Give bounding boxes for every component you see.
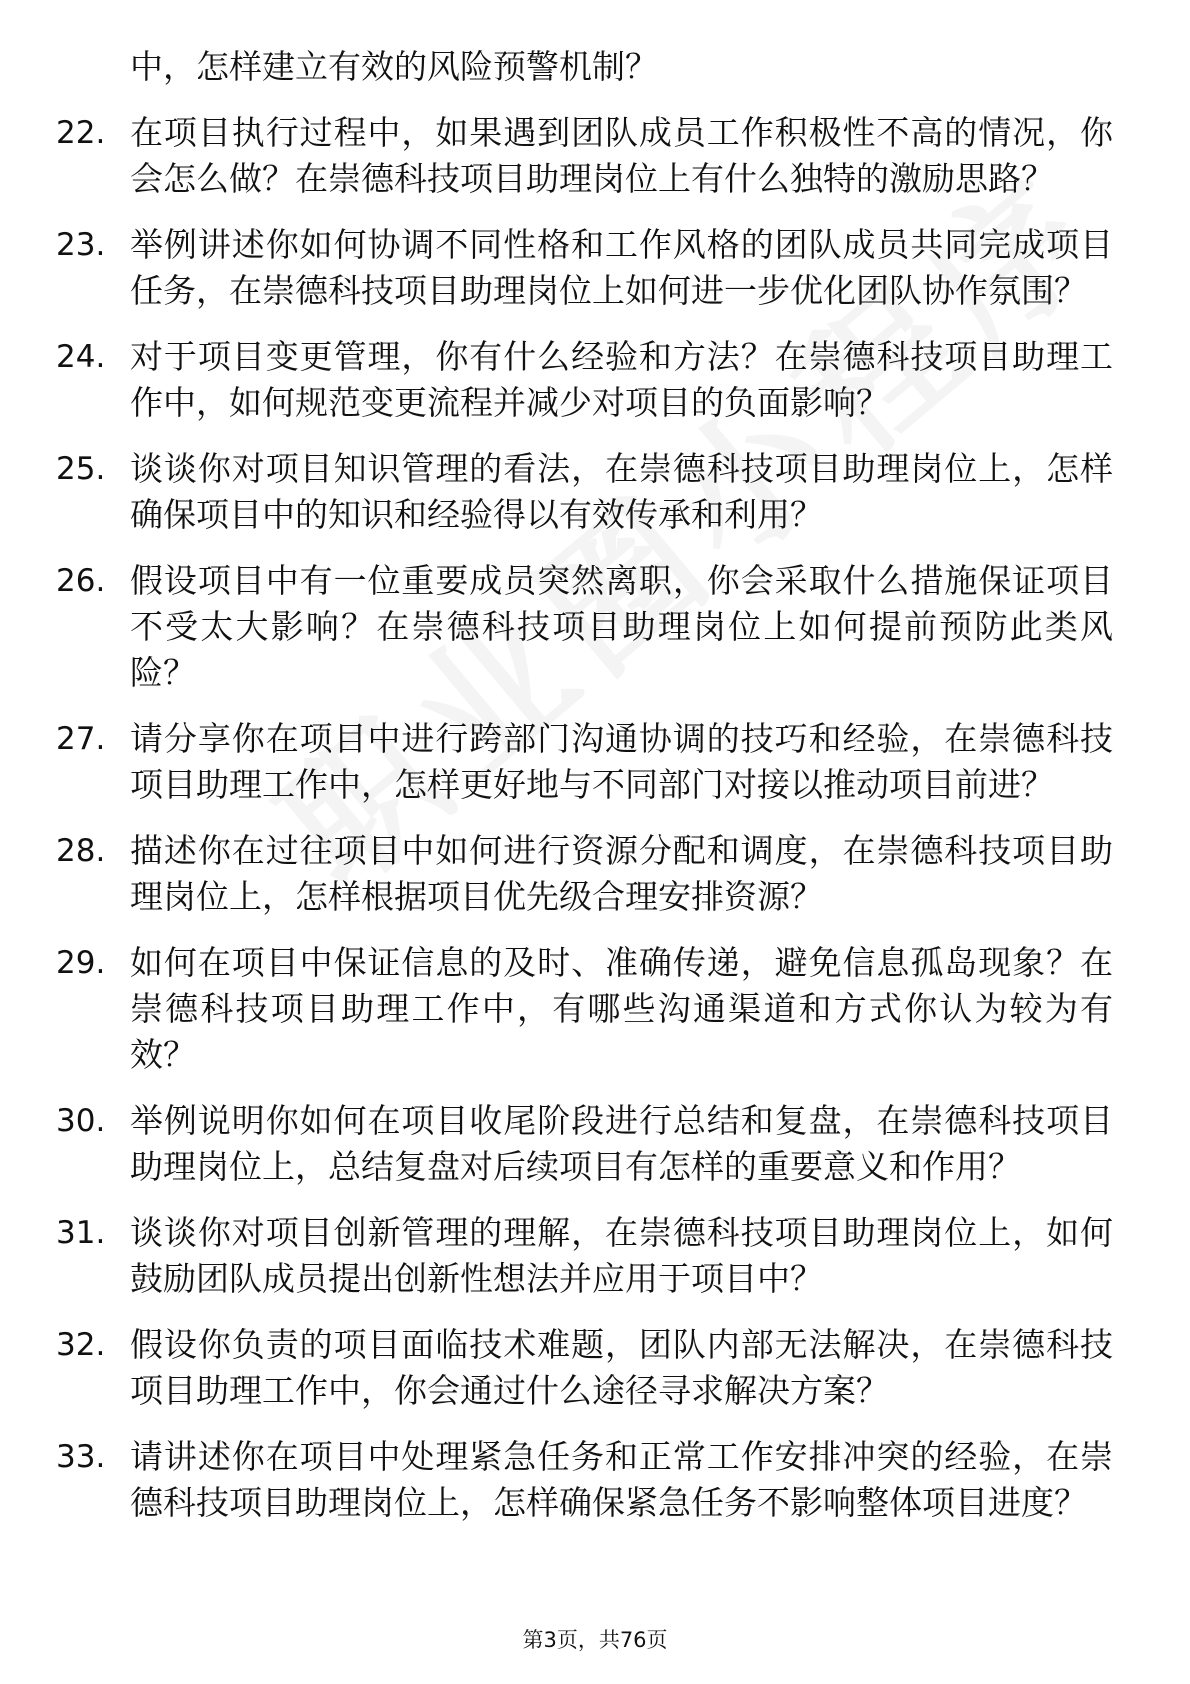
question-text: 在项目执行过程中，如果遇到团队成员工作积极性不高的情况，你会怎么做？在崇德科技项目助理岗位上有什么独特的激励思路？: [130, 113, 1113, 198]
question-item: [56, 222, 1116, 314]
question-number: 29.: [56, 945, 106, 981]
question-number: 23.: [56, 227, 106, 263]
question-text: 请分享你在项目中进行跨部门沟通协调的技巧和经验，在崇德科技项目助理工作中，怎样更好地与不同部门对接以推动项目前进？: [130, 719, 1113, 804]
question-item: [56, 446, 1116, 538]
continuation-line: 中，怎样建立有效的风险预警机制？: [130, 47, 658, 86]
question-item: [56, 334, 1116, 426]
question-list: [56, 110, 1116, 1546]
question-text: 举例讲述你如何协调不同性格和工作风格的团队成员共同完成项目任务，在崇德科技项目助理岗位上如何进一步优化团队协作氛围？: [130, 225, 1113, 310]
question-item: [56, 1434, 1116, 1526]
question-number: 26.: [56, 563, 106, 599]
question-item: [56, 940, 1116, 1078]
question-number: 22.: [56, 115, 106, 151]
question-text: 谈谈你对项目知识管理的看法，在崇德科技项目助理岗位上，怎样确保项目中的知识和经验得以有效传承和利用？: [130, 449, 1113, 534]
question-text: 描述你在过往项目中如何进行资源分配和调度，在崇德科技项目助理岗位上，怎样根据项目优先级合理安排资源？: [130, 831, 1113, 916]
page-footer: 第3页，共76页: [522, 1628, 668, 1652]
question-text: 谈谈你对项目创新管理的理解，在崇德科技项目助理岗位上，如何鼓励团队成员提出创新性想法并应用于项目中？: [130, 1213, 1113, 1298]
question-number: 24.: [56, 339, 106, 375]
question-number: 32.: [56, 1327, 106, 1363]
question-text: 对于项目变更管理，你有什么经验和方法？在崇德科技项目助理工作中，如何规范变更流程并减少对项目的负面影响？: [130, 337, 1113, 422]
question-text: 假设项目中有一位重要成员突然离职，你会采取什么措施保证项目不受太大影响？在崇德科技项目助理岗位上如何提前预防此类风险？: [130, 561, 1113, 692]
question-item: [56, 1098, 1116, 1190]
question-number: 27.: [56, 721, 106, 757]
question-item: [56, 716, 1116, 808]
question-text: 举例说明你如何在项目收尾阶段进行总结和复盘，在崇德科技项目助理岗位上，总结复盘对后续项目有怎样的重要意义和作用？: [130, 1101, 1113, 1186]
question-number: 30.: [56, 1103, 106, 1139]
question-number: 28.: [56, 833, 106, 869]
question-number: 25.: [56, 451, 106, 487]
question-item: [56, 558, 1116, 696]
question-item: [56, 110, 1116, 202]
question-text: 请讲述你在项目中处理紧急任务和正常工作安排冲突的经验，在崇德科技项目助理岗位上，怎样确保紧急任务不影响整体项目进度？: [130, 1437, 1113, 1522]
question-number: 33.: [56, 1439, 106, 1475]
question-item: [56, 828, 1116, 920]
question-text: 如何在项目中保证信息的及时、准确传递，避免信息孤岛现象？在崇德科技项目助理工作中，有哪些沟通渠道和方式你认为较为有效？: [130, 943, 1113, 1074]
question-text: 假设你负责的项目面临技术难题，团队内部无法解决，在崇德科技项目助理工作中，你会通过什么途径寻求解决方案？: [130, 1325, 1113, 1410]
question-item: [56, 1210, 1116, 1302]
question-number: 31.: [56, 1215, 106, 1251]
question-item: [56, 1322, 1116, 1414]
